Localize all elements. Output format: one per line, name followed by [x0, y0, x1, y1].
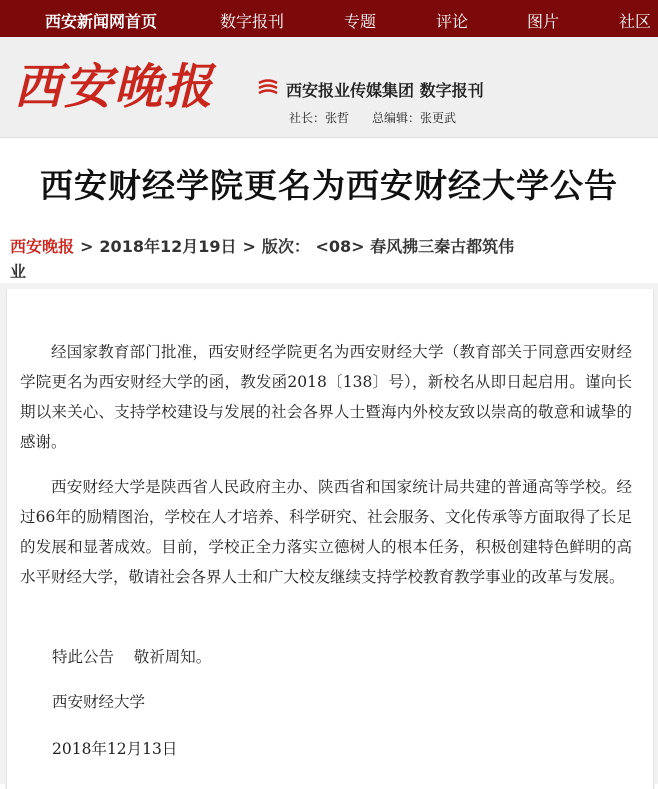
- signature: 西安财经大学: [52, 693, 146, 711]
- nav-digital-link[interactable]: 数字报刊: [220, 12, 285, 31]
- closing-line: 特此公告 敬祈周知。: [52, 648, 212, 666]
- breadcrumb: [10, 234, 520, 284]
- breadcrumb-paper-link[interactable]: 西安晚报: [10, 237, 75, 256]
- group-name: 西安报业传媒集团 数字报刊: [286, 81, 484, 100]
- nav-special-link[interactable]: 专题: [344, 12, 377, 31]
- president-label: 社长：张哲: [289, 111, 350, 125]
- article-paragraph-2: 西安财经大学是陕西省人民政府主办、陕西省和国家统计局共建的普通高等学校。经过66年的励精图治，学校在人才培养、科学研究、社会服务、文化传承等方面取得了长足的发展和显著成效。目前，学校正全力落实立德树人的根本任务，积极创建特色鲜明的高水平财经大学，敬请社会各界人士和广大校友继续支持学校教育教学事业的改革与发展。: [20, 478, 632, 586]
- nav-photo-link[interactable]: 图片: [527, 12, 560, 31]
- editor-label: 总编辑：张更武: [372, 111, 457, 125]
- breadcrumb-edition-link[interactable]: <08>: [315, 237, 365, 256]
- breadcrumb-edition-label: 版次：: [261, 237, 310, 256]
- breadcrumb-section-link[interactable]: 春风拂三秦古都筑伟业: [10, 237, 515, 281]
- nav-community-link[interactable]: 社区: [619, 12, 652, 31]
- top-nav: [0, 0, 658, 37]
- masthead: [0, 37, 658, 138]
- breadcrumb-separator: >: [80, 237, 94, 256]
- breadcrumb-separator: >: [242, 237, 256, 256]
- breadcrumb-date-link[interactable]: 2018年12月19日: [99, 237, 237, 256]
- page-title: 西安财经学院更名为西安财经大学公告: [40, 166, 618, 205]
- nav-home-link[interactable]: 西安新闻网首页: [45, 12, 158, 31]
- article-paragraph-1: 经国家教育部门批准，西安财经学院更名为西安财经大学（教育部关于同意西安财经学院更名为西安财经大学的函，教发函2018〔138〕号），新校名从即日起启用。谨向长期以来关心、支持学校建设与发展的社会各界人士暨海内外校友致以崇高的敬意和诚挚的感谢。: [20, 343, 632, 451]
- sign-date: 2018年12月13日: [52, 740, 178, 758]
- group-logo-icon: [256, 77, 280, 99]
- paper-logo[interactable]: 西安晚报: [14, 59, 215, 115]
- nav-comment-link[interactable]: 评论: [436, 12, 469, 31]
